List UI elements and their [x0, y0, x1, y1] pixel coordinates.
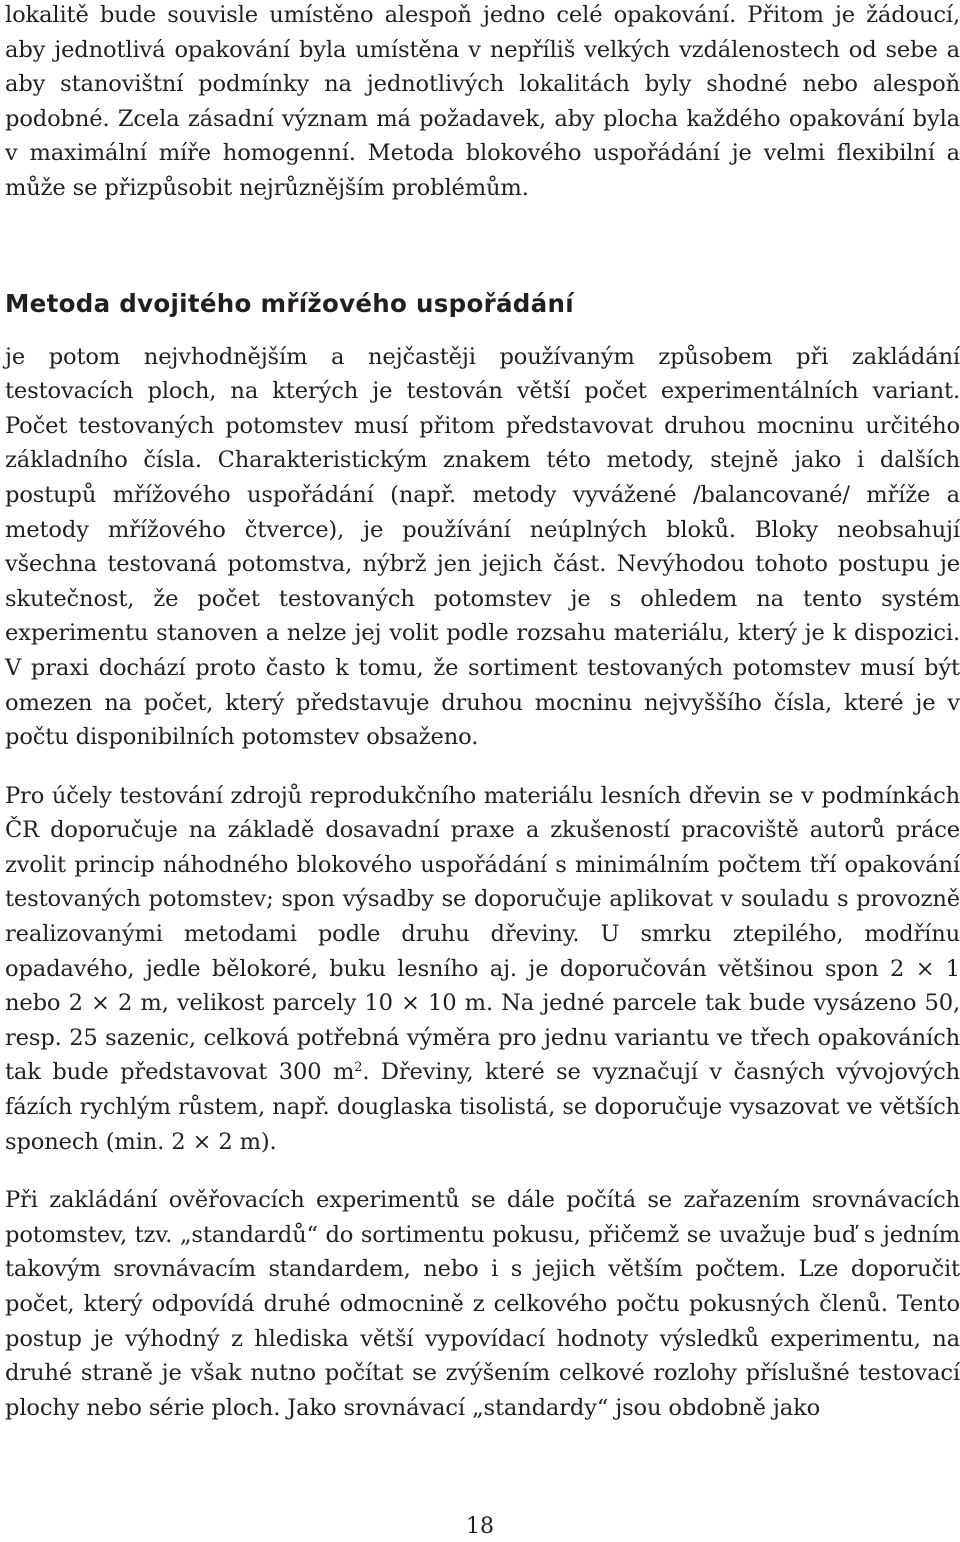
paragraph-standards: Při zakládání ověřovacích experimentů se dále počítá se zařazením srovnávacích potomstev, tzv. „standardů“ do sortimentu pokusu, přičemž se uvažuje buď s jedním takovým srovnávacím standardem, nebo i s jejich větším počtem. Lze doporučit počet, který odpovídá druhé odmocnině z celkového počtu pokusných členů. Tento postup je výhodný z hlediska větší vypovídací hodnoty výsledků experimentu, na druhé straně je však nutno počítat se zvýšením celkové rozlohy příslušné testovací plochy nebo série ploch. Jako srovnávací „standardy“ jsou obdobně jako	[5, 1187, 960, 1421]
paragraph-lattice-method: je potom nejvhodnějším a nejčastěji používaným způsobem při zakládání testovacích ploch, na kterých je testován větší počet experimentálních variant. Počet testovaných potomstev musí přitom představovat druhou mocninu určitého základního čísla. Charakteristickým znakem této metody, stejně jako i dalších postupů mřížového uspořádání (např. metody vyvážené /balancované/ mříže a metody mřížového čtverce), je používání neúplných bloků. Bloky neobsahují všechna testovaná potomstva, nýbrž jen jejich část. Nevýhodou tohoto postupu je skutečnost, že počet testovaných potomstev je s ohledem na tento systém experimentu stanoven a nelze jej volit podle rozsahu materiálu, který je k dispozici. V praxi dochází proto často k tomu, že sortiment testovaných potomstev musí být omezen na počet, který představuje druhou mocninu nejvyššího čísla, které je v počtu disponibilních potomstev obsaženo.	[5, 343, 960, 751]
unit-superscript: 2	[354, 1060, 363, 1076]
paragraph-recommendations-tail: . Dřeviny, které se vyznačují v časných vývojových fázích rychlým růstem, např. douglaska tisolistá, se doporučuje vysazovat ve větších sponech (min. 2 × 2 m).	[5, 1059, 960, 1155]
page-content	[5, 0, 960, 1425]
page-number: 18	[466, 1514, 494, 1539]
paragraph-intro: lokalitě bude souvisle umístěno alespoň jedno celé opakování. Přitom je žádoucí, aby jednotlivá opakování byla umístěna v nepříliš velkých vzdálenostech od sebe a aby stanovištní podmínky na jednotlivých lokalitách byly shodné nebo alespoň podobné. Zcela zásadní význam má požadavek, aby plocha každého opakování byla v maximální míře homogenní. Metoda blokového uspořádání je velmi flexibilní a může se přizpůsobit nejrůznějším problémům.	[5, 2, 960, 201]
section-heading: Metoda dvojitého mřížového uspořádání	[5, 288, 574, 318]
paragraph-recommendations	[5, 779, 960, 1160]
paragraph-recommendations-main: Pro účely testování zdrojů reprodukčního materiálu lesních dřevin se v podmínkách ČR doporučuje na základě dosavadní praxe a zkušeností pracoviště autorů práce zvolit princip náhodného blokového uspořádání s minimálním počtem tří opakování testovaných potomstev; spon výsadby se doporučuje aplikovat v souladu s provozně realizovanými metodami podle druhu dřeviny. U smrku ztepilého, modřínu opadavého, jedle bělokoré, buku lesního aj. je doporučován většinou spon 2 × 1 nebo 2 × 2 m, velikost parcely 10 × 10 m. Na jedné parcele tak bude vysázeno 50, resp. 25 sazenic, celková potřebná výměra pro jednu variantu ve třech opakováních tak bude představovat 300 m	[5, 782, 960, 1086]
